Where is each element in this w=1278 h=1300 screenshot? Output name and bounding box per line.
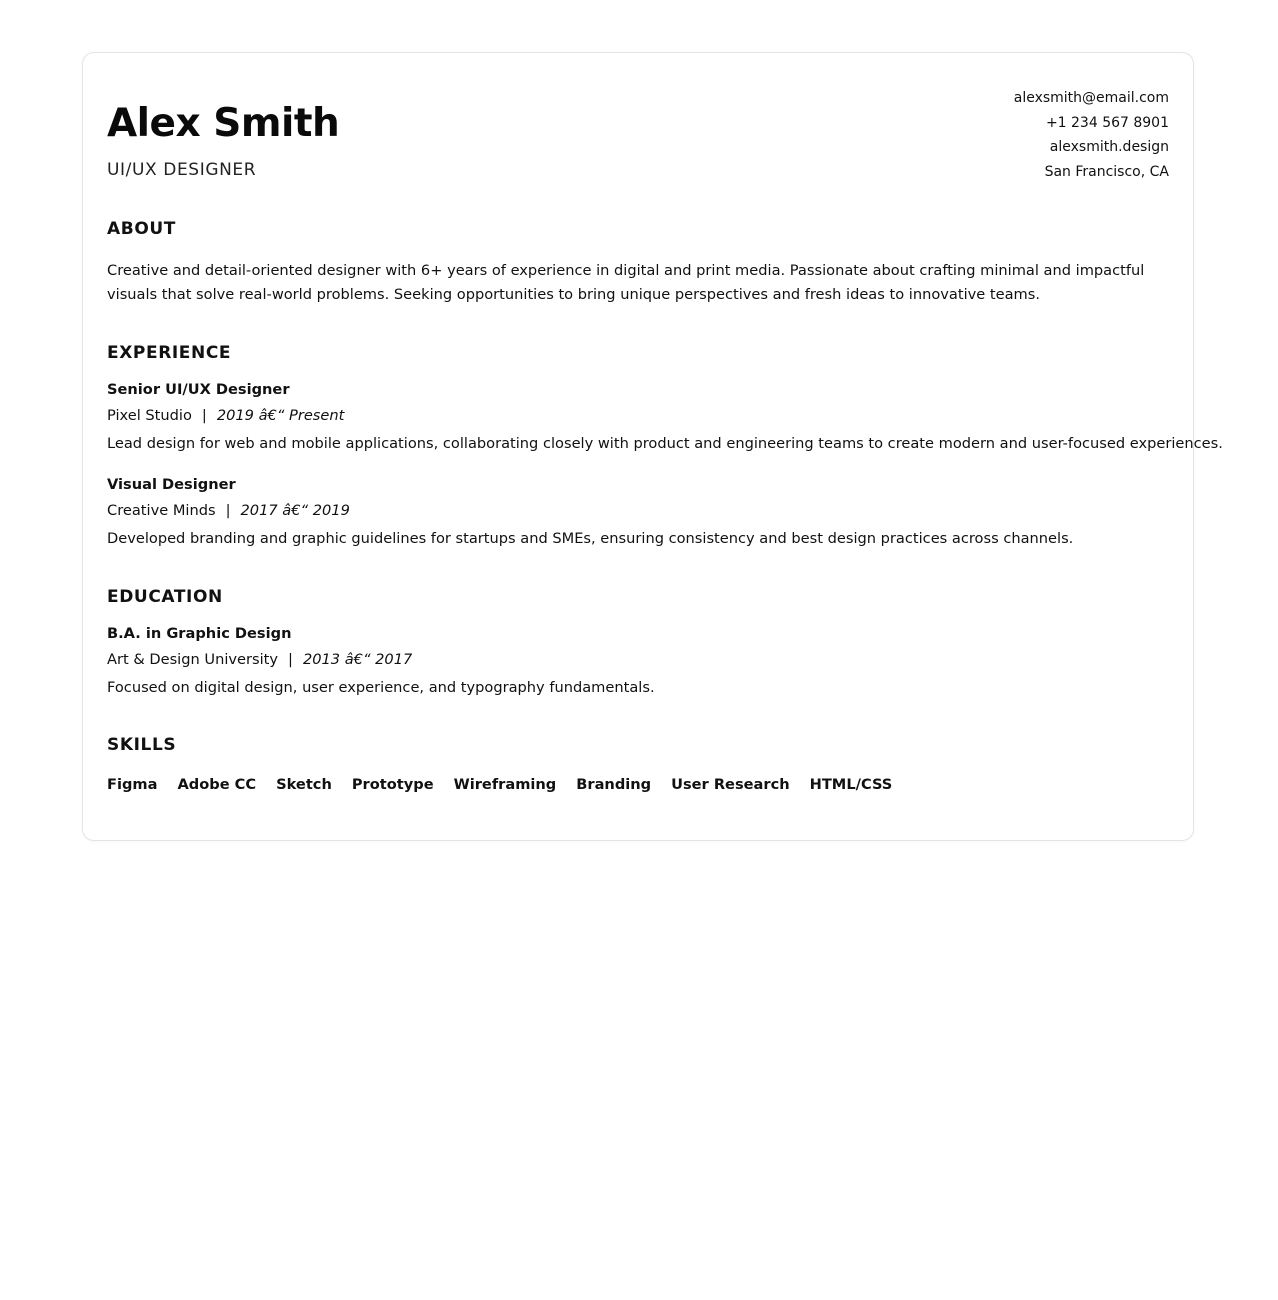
experience-position: Visual Designer: [107, 476, 236, 493]
skill-tag: Prototype: [351, 776, 434, 793]
about-text: Creative and detail-oriented designer with 6+ years of experience in digital and print media. Passionate about crafting minimal and impactful visuals that solve real-world problems. Seeking opportunities to bring unique perspectives and fresh ideas to innovative teams.: [107, 262, 1145, 303]
experience-company: Pixel Studio: [107, 407, 192, 424]
skills-heading: SKILLS: [107, 735, 177, 755]
about-heading: ABOUT: [107, 219, 176, 239]
contact-website[interactable]: alexsmith.design: [1049, 139, 1169, 155]
experience-position: Senior UI/UX Designer: [107, 381, 290, 398]
skill-tag: Adobe CC: [177, 776, 257, 793]
contact-block: [1014, 86, 1169, 184]
skill-tag: Wireframing: [453, 776, 557, 793]
meta-separator: |: [288, 651, 293, 668]
experience-heading: EXPERIENCE: [107, 343, 232, 363]
education-heading: EDUCATION: [107, 587, 223, 607]
resume-card: [82, 52, 1223, 841]
experience-meta: [107, 500, 350, 522]
experience-description: Lead design for web and mobile applications, collaborating closely with product and engineering teams to create modern and user-focused experiences.: [107, 435, 1223, 452]
candidate-name: Alex Smith: [107, 101, 340, 146]
skill-tag: User Research: [671, 776, 790, 793]
skill-tag: Figma: [107, 776, 158, 793]
experience-company: Creative Minds: [107, 502, 216, 519]
experience-meta: [107, 405, 344, 427]
contact-email[interactable]: alexsmith@email.com: [1013, 90, 1169, 106]
education-degree: B.A. in Graphic Design: [107, 625, 292, 642]
contact-phone[interactable]: +1 234 567 8901: [1045, 114, 1169, 131]
education-school: Art & Design University: [107, 651, 279, 668]
skill-tag: HTML/CSS: [809, 776, 893, 793]
experience-dates: 2017 â€“ 2019: [240, 502, 350, 519]
skills-list: [107, 774, 892, 796]
skill-tag: Sketch: [276, 776, 332, 793]
meta-separator: |: [225, 502, 231, 519]
contact-location: San Francisco, CA: [1044, 163, 1169, 180]
meta-separator: |: [201, 407, 207, 424]
candidate-role: UI/UX DESIGNER: [107, 160, 257, 180]
experience-dates: 2019 â€“ Present: [216, 407, 345, 424]
education-meta: [107, 649, 412, 671]
skill-tag: Branding: [576, 776, 652, 793]
experience-description: Developed branding and graphic guidelines for startups and SMEs, ensuring consistency and best design practices across channels.: [107, 530, 1074, 547]
education-description: Focused on digital design, user experience, and typography fundamentals.: [107, 679, 655, 696]
education-dates: 2013 â€“ 2017: [302, 651, 413, 668]
